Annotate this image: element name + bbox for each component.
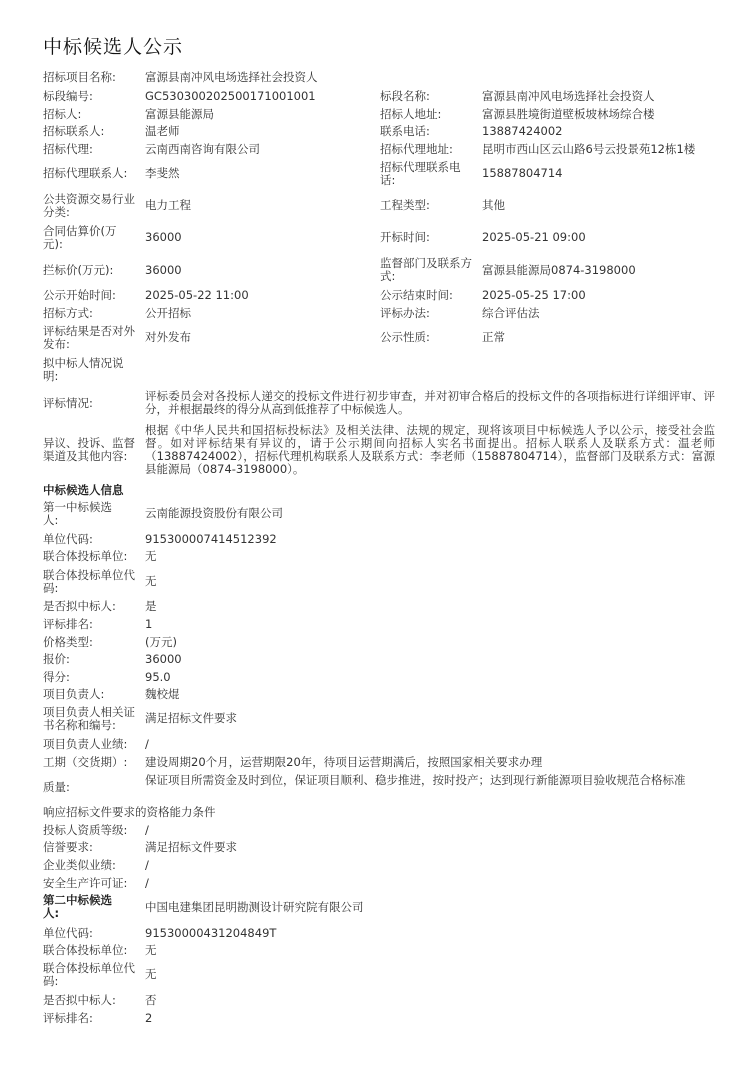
c1-similar: / xyxy=(145,858,149,872)
agent-contact: 李斐然 xyxy=(145,166,180,180)
c1-period: 建设周期20个月，运营期限20年，待项目运营期满后，按照国家相关要求办理 xyxy=(145,755,543,769)
c1-score-label: 得分: xyxy=(43,670,70,684)
c1-pm-perf-label: 项目负责人业绩: xyxy=(43,737,128,751)
project-type-label: 工程类型: xyxy=(380,198,430,212)
c1-consortium-label: 联合体投标单位: xyxy=(43,549,128,563)
c2-proposed: 否 xyxy=(145,993,157,1007)
estimate: 36000 xyxy=(145,230,182,244)
project-name-label: 招标项目名称: xyxy=(43,70,116,84)
c1-quote: 36000 xyxy=(145,652,182,666)
nature-label: 公示性质: xyxy=(380,330,430,344)
supervisor-label: 监督部门及联系方式: xyxy=(380,256,472,283)
candidates-header: 中标候选人信息 xyxy=(43,483,124,497)
c1-quote-label: 报价: xyxy=(43,652,70,666)
c2-consortium-code-label: 联合体投标单位代码: xyxy=(43,961,135,988)
c1-score: 95.0 xyxy=(145,670,171,684)
c1-pm-label: 项目负责人: xyxy=(43,687,105,701)
tenderer-label: 招标人: xyxy=(43,107,82,121)
contact: 温老师 xyxy=(145,124,180,138)
c1-pm: 魏校焜 xyxy=(145,687,180,701)
candidate2-name: 中国电建集团昆明勘测设计研究院有限公司 xyxy=(145,900,364,914)
candidate2-rank-title: 第二中标候选人: xyxy=(43,893,112,920)
c1-safety-label: 安全生产许可证: xyxy=(43,876,128,890)
c2-consortium-code: 无 xyxy=(145,967,157,981)
objection: 根据《中华人民共和国招标投标法》及相关法律、法规的规定，现将该项目中标候选人予以公示，接受社会监督。如对评标结果有异议的，请于公示期间向招标人实名书面提出。招标人联系人及联系方式：温老师（13887424002），招标代理机构联系人及联系方式：李老师（15887804714），监督部门及联系方式：富源县能源局（0874-3198000）。 xyxy=(145,423,715,476)
c2-consortium-label: 联合体投标单位: xyxy=(43,943,128,957)
c2-rank-label: 评标排名: xyxy=(43,1011,93,1025)
section-no-label: 标段编号: xyxy=(43,89,93,103)
c1-bidder-level: / xyxy=(145,823,149,837)
tenderer-addr: 富源县胜境街道壁板坡林场综合楼 xyxy=(482,107,655,121)
c1-code: 915300007414512392 xyxy=(145,532,277,546)
agent-phone-label: 招标代理联系电话: xyxy=(380,160,461,187)
c1-qualif-header: 响应招标文件要求的资格能力条件 xyxy=(43,805,216,819)
agent-addr-label: 招标代理地址: xyxy=(380,142,453,156)
agent-label: 招标代理: xyxy=(43,142,93,156)
eval-status-label: 评标情况: xyxy=(43,396,93,410)
agent-addr: 昆明市西山区云山路6号云投景苑12栋1楼 xyxy=(482,142,696,156)
winner-desc-label: 拟中标人情况说明: xyxy=(43,356,124,383)
c1-consortium-code-label: 联合体投标单位代码: xyxy=(43,568,135,595)
nature: 正常 xyxy=(482,330,505,344)
agent-phone: 15887804714 xyxy=(482,166,563,180)
c2-rank: 2 xyxy=(145,1011,153,1025)
c2-code-label: 单位代码: xyxy=(43,926,93,940)
bid-method-label: 招标方式: xyxy=(43,306,93,320)
section-no: GC530300202500171001001 xyxy=(145,89,316,103)
c1-quality: 保证项目所需资金及时到位，保证项目顺利、稳步推进，按时投产；达到现行新能源项目验收规范合格标准 xyxy=(145,773,686,787)
candidate1-rank-title: 第一中标候选人: xyxy=(43,500,112,527)
pub-end-label: 公示结束时间: xyxy=(380,288,453,302)
tenderer-addr-label: 招标人地址: xyxy=(380,107,442,121)
c1-quality-label: 质量: xyxy=(43,780,70,794)
c1-period-label: 工期（交货期）: xyxy=(43,755,128,769)
phone-label: 联系电话: xyxy=(380,124,430,138)
section-name-label: 标段名称: xyxy=(380,89,430,103)
c1-proposed-label: 是否拟中标人: xyxy=(43,599,116,613)
industry: 电力工程 xyxy=(145,198,191,212)
contact-label: 招标联系人: xyxy=(43,124,105,138)
estimate-label: 合同估算价(万元): xyxy=(43,224,117,251)
eval-method-label: 评标办法: xyxy=(380,306,430,320)
c1-pm-cert: 满足招标文件要求 xyxy=(145,711,237,725)
pub-start: 2025-05-22 11:00 xyxy=(145,288,249,302)
phone: 13887424002 xyxy=(482,124,563,138)
c2-proposed-label: 是否拟中标人: xyxy=(43,993,116,1007)
section-name: 富源县南冲风电场选择社会投资人 xyxy=(482,89,655,103)
page-title: 中标候选人公示 xyxy=(43,36,184,58)
c1-credit: 满足招标文件要求 xyxy=(145,840,237,854)
project-type: 其他 xyxy=(482,198,505,212)
open-time: 2025-05-21 09:00 xyxy=(482,230,586,244)
pub-start-label: 公示开始时间: xyxy=(43,288,116,302)
max-price: 36000 xyxy=(145,263,182,277)
c1-safety: / xyxy=(145,876,149,890)
external: 对外发布 xyxy=(145,330,191,344)
objection-label: 异议、投诉、监督渠道及其他内容: xyxy=(43,436,135,463)
c1-code-label: 单位代码: xyxy=(43,532,93,546)
eval-method: 综合评估法 xyxy=(482,306,540,320)
open-time-label: 开标时间: xyxy=(380,230,430,244)
agent-contact-label: 招标代理联系人: xyxy=(43,166,128,180)
c2-consortium: 无 xyxy=(145,943,157,957)
tenderer: 富源县能源局 xyxy=(145,107,214,121)
max-price-label: 拦标价(万元): xyxy=(43,263,114,277)
agent: 云南西南咨询有限公司 xyxy=(145,142,260,156)
candidate1-name: 云南能源投资股份有限公司 xyxy=(145,506,283,520)
c1-price-type: (万元) xyxy=(145,635,177,649)
c1-consortium-code: 无 xyxy=(145,574,157,588)
c1-similar-label: 企业类似业绩: xyxy=(43,858,116,872)
c1-credit-label: 信誉要求: xyxy=(43,840,93,854)
industry-label: 公共资源交易行业分类: xyxy=(43,192,135,219)
pub-end: 2025-05-25 17:00 xyxy=(482,288,586,302)
c1-rank-label: 评标排名: xyxy=(43,617,93,631)
c1-bidder-level-label: 投标人资质等级: xyxy=(43,823,128,837)
c1-price-type-label: 价格类型: xyxy=(43,635,93,649)
bid-method: 公开招标 xyxy=(145,306,191,320)
c2-code: 91530000431204849T xyxy=(145,926,277,940)
c1-pm-cert-label: 项目负责人相关证书名称和编号: xyxy=(43,705,135,732)
project-name: 富源县南冲风电场选择社会投资人 xyxy=(145,70,318,84)
c1-proposed: 是 xyxy=(145,599,157,613)
c1-pm-perf: / xyxy=(145,737,149,751)
c1-consortium: 无 xyxy=(145,549,157,563)
eval-status: 评标委员会对各投标人递交的投标文件进行初步审查，并对初审合格后的投标文件的各项指标进行详细评审、评分，并根据最终的得分从高到低推荐了中标候选人。 xyxy=(145,389,715,416)
supervisor: 富源县能源局0874-3198000 xyxy=(482,263,636,277)
external-label: 评标结果是否对外发布: xyxy=(43,324,135,351)
c1-rank: 1 xyxy=(145,617,153,631)
